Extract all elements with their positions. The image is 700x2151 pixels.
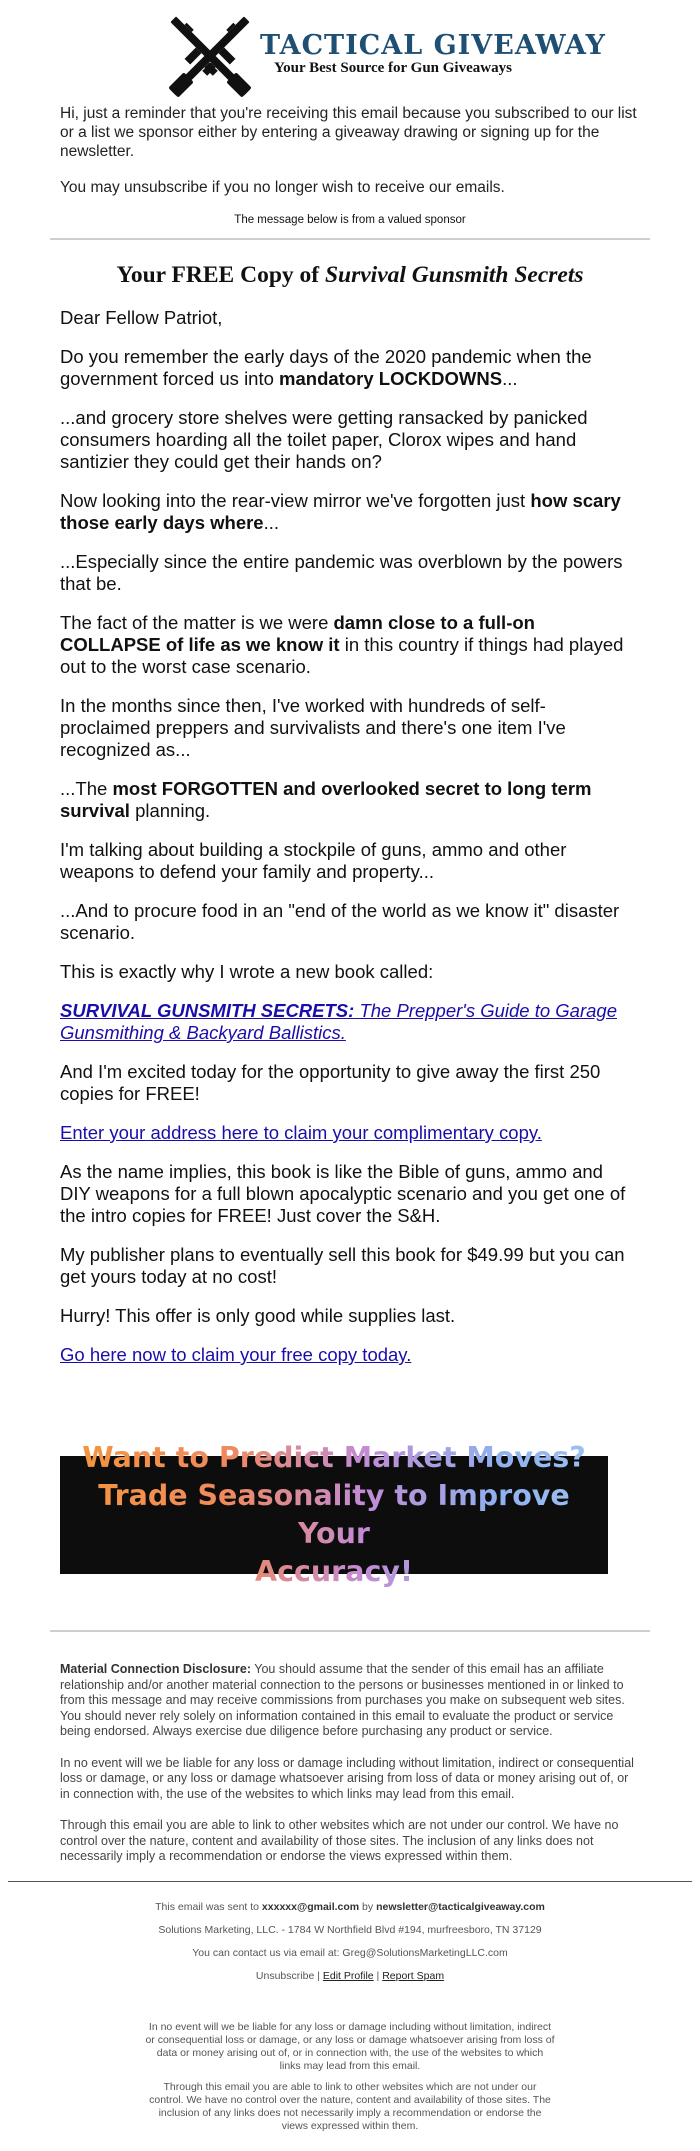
paragraph-13: My publisher plans to eventually sell this book for $49.99 but you can get yours today at no cost!: [60, 1244, 625, 1287]
banner-text: [60, 1439, 608, 1591]
headline-book-title: Survival Gunsmith Secrets: [324, 262, 584, 288]
legal-section: [50, 1662, 640, 1865]
unsubscribe-link[interactable]: Unsubscribe: [255, 1969, 315, 1982]
divider: [50, 1630, 650, 1632]
paragraph-7: [60, 778, 635, 822]
paragraph-6: In the months since then, I've worked with hundreds of self-proclaimed preppers and survivalists and there's one item I've recognized as...: [60, 695, 566, 760]
claim-link-paragraph: [60, 1122, 635, 1144]
footer: [50, 1900, 650, 1983]
headline-prefix: Your FREE Copy of: [116, 262, 325, 288]
disclosure-paragraph: [60, 1662, 640, 1740]
separator: |: [373, 1969, 383, 1982]
text: in this country if things had played out to the worst case scenario.: [60, 634, 624, 677]
paragraph-10: This is exactly why I wrote a new book called:: [60, 961, 434, 982]
sent-to-line: [50, 1900, 650, 1914]
text: by: [359, 1900, 377, 1913]
brand-title: TACTICAL GIVEAWAY: [260, 30, 606, 61]
text: ...: [502, 368, 518, 389]
claim-free-copy-link[interactable]: Go here now to claim your free copy today.: [60, 1344, 412, 1365]
sender-email: newsletter@tacticalgiveaway.com: [376, 1900, 545, 1913]
book-link-paragraph: [60, 1000, 635, 1044]
banner-line-1: Want to Predict Market Moves?: [82, 1441, 586, 1474]
greeting: Dear Fellow Patriot,: [60, 307, 223, 328]
text: This email was sent to: [155, 1900, 262, 1913]
brand-tagline: Your Best Source for Gun Giveaways: [274, 60, 512, 76]
emphasis: most FORGOTTEN and overlooked secret to long term survival: [60, 778, 592, 821]
paragraph-3: [60, 490, 635, 534]
crossed-rifles-icon: [150, 8, 270, 98]
text: Do you remember the early days of the 2020 pandemic when the government forced us into: [60, 346, 592, 389]
emphasis: how scary those early days where: [60, 490, 621, 533]
paragraph-14: Hurry! This offer is only good while supplies last.: [60, 1305, 456, 1326]
paragraph-8: I'm talking about building a stockpile of guns, ammo and other weapons to defend your family and property...: [60, 839, 567, 882]
recipient-email: xxxxxx@gmail.com: [261, 1900, 360, 1913]
email-container: [50, 0, 650, 2133]
text: ...: [263, 512, 280, 533]
book-link-bold: SURVIVAL GUNSMITH SECRETS:: [60, 1000, 355, 1021]
intro-subscription-note: Hi, just a reminder that you're receiving this email because you subscribed to our list or a list we sponsor either by entering a giveaway drawing or signing up for the newsletter.: [60, 105, 637, 160]
text: ...The: [60, 778, 113, 799]
headline: [50, 262, 650, 289]
claim-address-link[interactable]: Enter your address here to claim your complimentary copy.: [60, 1122, 542, 1143]
text: Now looking into the rear-view mirror we've forgotten just: [60, 490, 531, 511]
edit-profile-link[interactable]: Edit Profile: [322, 1969, 374, 1982]
disclosure-text: You should assume that the sender of this email has an affiliate relationship and/or another material connection to the persons or businesses mentioned in or linked to from this message and may receive commissions from purchases you make on subsequent web sites. You should never rely solely on information contained in this email to evaluate the product or service being endorsed. Always exercise due diligence before purchasing any product or service.: [60, 1662, 625, 1738]
paragraph-9: ...And to procure food in an "end of the world as we know it" disaster scenario.: [60, 900, 620, 943]
emphasis: mandatory LOCKDOWNS: [279, 368, 503, 389]
separator: |: [314, 1969, 323, 1982]
divider: [50, 238, 650, 240]
text: planning.: [129, 800, 211, 821]
paragraph-5: [60, 612, 635, 678]
sponsor-note: The message below is from a valued sponsor: [234, 214, 466, 226]
intro-section: [60, 104, 640, 197]
footer-liability: In no event will we be liable for any loss or damage including without limitation, indirect or consequential loss or damage, or any loss or damage whatsoever arising from loss of data or money arising out of, or in connection with, the use of the websites to which links may lead from this email.: [145, 2020, 555, 2072]
emphasis: damn close to a full-on COLLAPSE of life as we know it: [60, 612, 535, 655]
ad-banner[interactable]: [60, 1441, 608, 1588]
banner-line-2: Trade Seasonality to Improve Your: [98, 1479, 570, 1550]
footer-divider: [8, 1881, 692, 1882]
book-title-link[interactable]: [60, 1000, 617, 1043]
go-link-paragraph: [60, 1344, 635, 1366]
paragraph-11: And I'm excited today for the opportunity to give away the first 250 copies for FREE!: [60, 1061, 601, 1104]
paragraph-1: [60, 346, 635, 390]
intro-unsubscribe-note: You may unsubscribe if you no longer wish to receive our emails.: [60, 179, 505, 196]
book-link-rest: The Prepper's Guide to Garage Gunsmithing & Backyard Ballistics.: [60, 1000, 617, 1043]
company-address: Solutions Marketing, LLC. - 1784 W Northfield Blvd #194, murfreesboro, TN 37129: [158, 1923, 542, 1936]
footer-external-links: Through this email you are able to link to other websites which are not under our control. We have no control over the nature, content and availability of those sites. The inclusion of any links does not necessarily imply a recommendation or endorse the views expressed within them.: [149, 2080, 551, 2132]
contact-line: You can contact us via email at: Greg@SolutionsMarketingLLC.com: [192, 1946, 508, 1959]
paragraph-12: As the name implies, this book is like the Bible of guns, ammo and DIY weapons for a full blown apocalyptic scenario and you get one of the intro copies for FREE! Just cover the S&H.: [60, 1161, 626, 1226]
report-spam-link[interactable]: Report Spam: [382, 1969, 445, 1982]
text: The fact of the matter is we were: [60, 612, 334, 633]
paragraph-2: ...and grocery store shelves were getting ransacked by panicked consumers hoarding all the toilet paper, Clorox wipes and hand santizier they could get their hands on?: [60, 407, 588, 472]
banner-line-3: Accuracy!: [255, 1555, 413, 1588]
disclosure-label: Material Connection Disclosure:: [60, 1662, 252, 1676]
footer-links: [50, 1969, 650, 1983]
external-links-paragraph: Through this email you are able to link to other websites which are not under our control. We have no control over the nature, content and availability of those sites. The inclusion of any links does not necessarily imply a recommendation or endorse the views expressed within them.: [60, 1818, 619, 1863]
footer-legal: [145, 2021, 555, 2133]
liability-paragraph: In no event will we be liable for any loss or damage including without limitation, indirect or consequential loss or damage, or any loss or damage whatsoever arising from loss of data or money arising out of, or in connection with, the use of the websites to which links may lead from this email.: [60, 1755, 634, 1801]
header: [50, 0, 650, 92]
paragraph-4: ...Especially since the entire pandemic was overblown by the powers that be.: [60, 551, 623, 594]
message-body: [50, 307, 635, 1366]
